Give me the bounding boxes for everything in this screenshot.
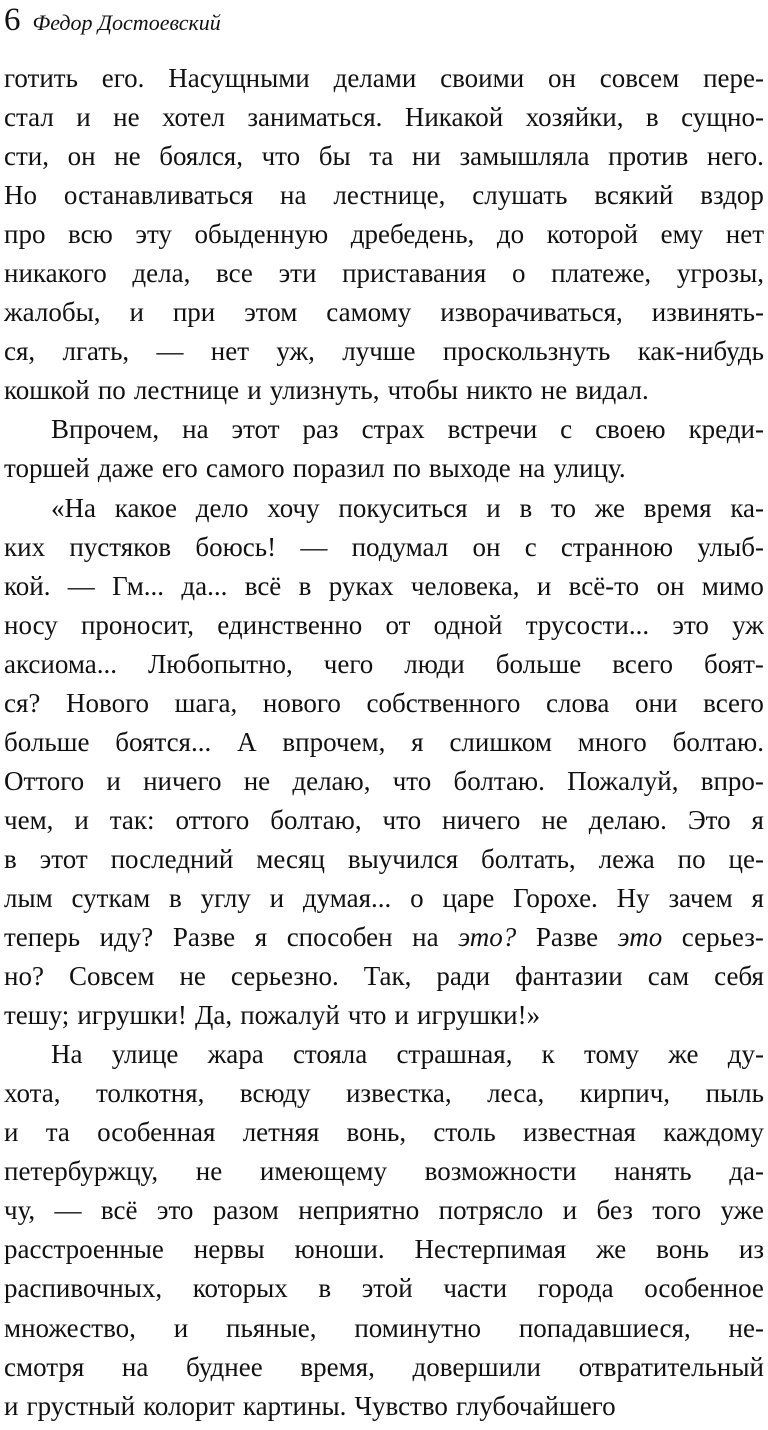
text-line: никакого дела, все эти приставания о платеже, угрозы, bbox=[4, 258, 764, 289]
text-line: про всю эту обыденную дребедень, до которой ему нет bbox=[4, 219, 764, 250]
body-text bbox=[4, 63, 764, 1430]
text-line: Оттого и ничего не делаю, что болтаю. Пожалуй, впро- bbox=[4, 765, 764, 796]
text-line: Впрочем, на этот раз страх встречи с своею креди- bbox=[51, 414, 764, 445]
text-line: готить его. Насущными делами своими он совсем пере- bbox=[4, 63, 764, 93]
text-line: распивочных, которых в этой части города особенное bbox=[4, 1273, 764, 1304]
running-head-author: Федор Достоевский bbox=[32, 10, 221, 35]
running-header bbox=[4, 0, 221, 46]
text-line: чем, и так: оттого болтаю, что ничего не делаю. Это я bbox=[4, 804, 764, 835]
text-line: петербуржцу, не имеющему возможности нанять да- bbox=[4, 1156, 764, 1187]
text-line: расстроенные нервы юноши. Нестерпимая же вонь из bbox=[4, 1234, 764, 1265]
text-line: хота, толкотня, всюду известка, леса, кирпич, пыль bbox=[4, 1078, 764, 1109]
text-line: сти, он не боялся, что бы та ни замышляла против него. bbox=[4, 141, 764, 172]
text-line: носу проносит, единственно от одной трусости... это уж bbox=[4, 609, 764, 640]
text-line: и грустный колорит картины. Чувство глубочайшего bbox=[4, 1390, 616, 1421]
text-line: тешу; игрушки! Да, пожалуй что и игрушки!» bbox=[4, 1000, 541, 1031]
text-line: торшей даже его самого поразил по выходе на улицу. bbox=[4, 453, 626, 484]
text-line: На улице жара стояла страшная, к тому же ду- bbox=[51, 1039, 764, 1070]
paragraph bbox=[4, 414, 764, 492]
text-line: в этот последний месяц выучился болтать, лежа по це- bbox=[4, 843, 764, 874]
paragraph bbox=[4, 1039, 764, 1429]
text-line: Но останавливаться на лестнице, слушать всякий вздор bbox=[4, 180, 764, 211]
text-line: кой. — Гм... да... всё в руках человека, и всё-то он мимо bbox=[4, 570, 764, 601]
text-line: аксиома... Любопытно, чего люди больше всего боят- bbox=[4, 648, 764, 679]
text-line: «На какое дело хочу покуситься и в то же время ка- bbox=[51, 492, 764, 523]
text-line: стал и не хотел заниматься. Никакой хозяйки, в сущно- bbox=[4, 102, 764, 133]
text-line: ся, лгать, — нет уж, лучше проскользнуть как-нибудь bbox=[4, 336, 764, 367]
text-line: и та особенная летняя вонь, столь известная каждому bbox=[4, 1117, 764, 1148]
text-line: жалобы, и при этом самому изворачиваться, извинять- bbox=[4, 297, 764, 328]
text-line: лым суткам в углу и думая... о царе Горохе. Ну зачем я bbox=[4, 882, 764, 913]
text-line: больше боятся... А впрочем, я слишком много болтаю. bbox=[4, 726, 764, 757]
text-line: ких пустяков боюсь! — подумал он с странною улыб- bbox=[4, 531, 764, 562]
paragraph bbox=[4, 493, 764, 1040]
text-line: смотря на буднее время, довершили отвратительный bbox=[4, 1351, 764, 1382]
text-line: теперь иду? Разве я способен на это? Разве это серьез- bbox=[4, 922, 764, 953]
page-number: 6 bbox=[4, 2, 21, 38]
text-line: кошкой по лестнице и улизнуть, чтобы никто не видал. bbox=[4, 375, 649, 406]
paragraph bbox=[4, 63, 764, 414]
text-line: ся? Нового шага, нового собственного слова они всего bbox=[4, 687, 764, 718]
text-line: чу, — всё это разом неприятно потрясло и без того уже bbox=[4, 1195, 764, 1226]
text-line: но? Совсем не серьезно. Так, ради фантазии сам себя bbox=[4, 961, 764, 992]
text-line: множество, и пьяные, поминутно попадавшиеся, не- bbox=[4, 1312, 764, 1343]
